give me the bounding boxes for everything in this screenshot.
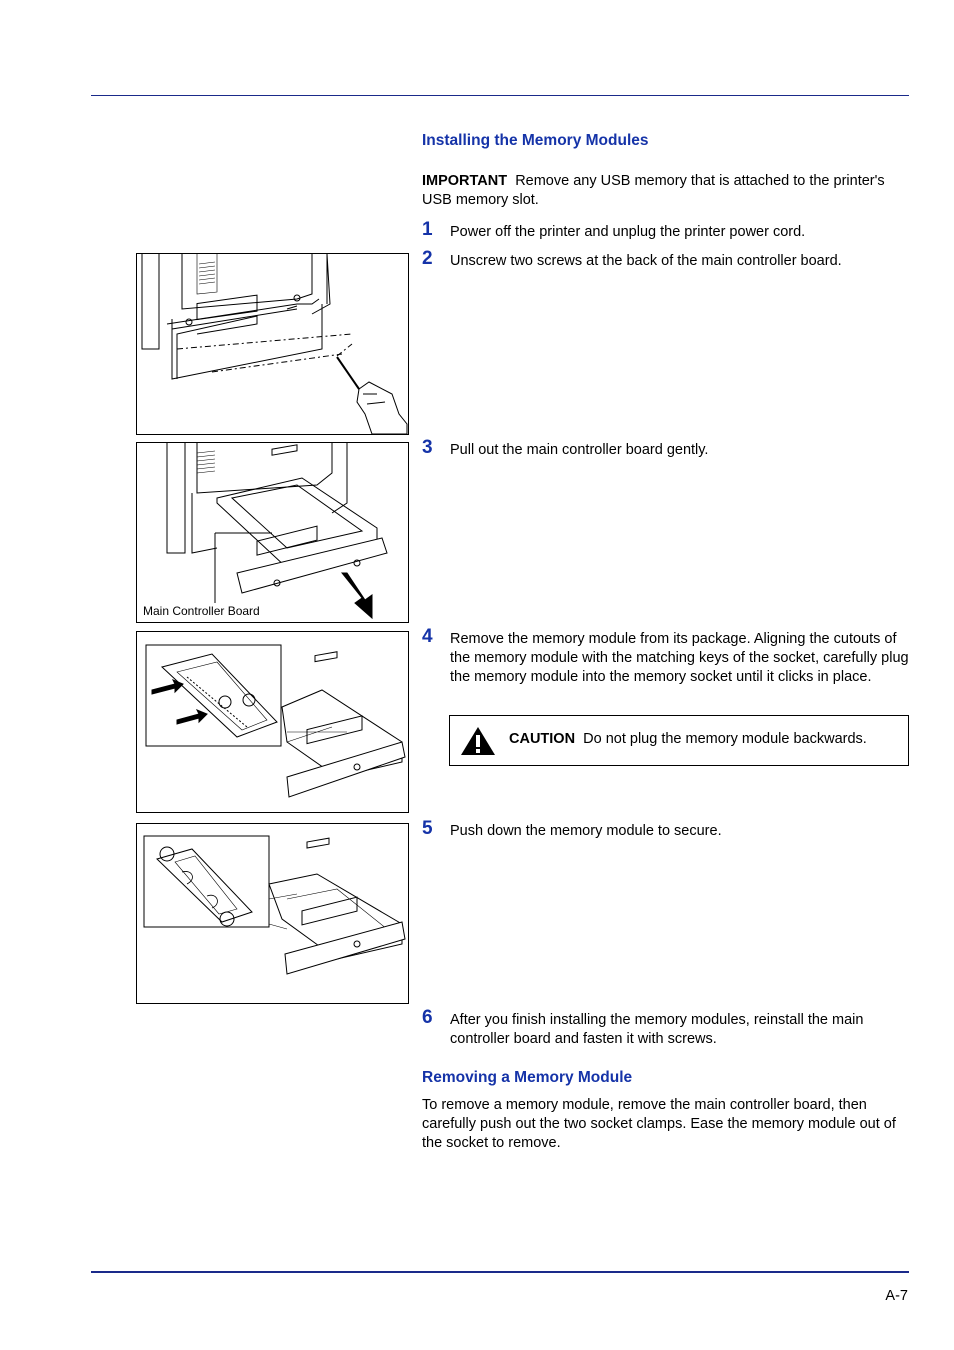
caution-message: Do not plug the memory module backwards. — [583, 731, 867, 747]
step-number: 2 — [422, 248, 433, 269]
figure-label: Main Controller Board — [143, 604, 260, 618]
step-number: 5 — [422, 818, 433, 839]
step-number: 6 — [422, 1007, 433, 1028]
step-text: Pull out the main controller board gently. — [450, 442, 709, 458]
important-label: IMPORTANT — [422, 173, 508, 189]
figure-push-down-module — [136, 823, 409, 1004]
warning-icon — [460, 726, 496, 756]
header-rule — [91, 95, 909, 96]
step-text: Remove the memory module from its package. Aligning the cutouts of the memory module with the matching keys of the socket, carefully plug the memory module into the memory socket until it clicks in place. — [450, 631, 909, 685]
step-number: 4 — [422, 626, 433, 647]
step-text: Unscrew two screws at the back of the main controller board. — [450, 253, 842, 269]
footer-rule — [91, 1271, 909, 1273]
step-number: 3 — [422, 437, 433, 458]
step-text: After you finish installing the memory modules, reinstall the main controller board and fasten it with screws. — [450, 1012, 864, 1047]
caution-text — [509, 731, 867, 747]
figure-unscrew-screws — [136, 253, 409, 435]
figure-insert-module — [136, 631, 409, 813]
removing-paragraph: To remove a memory module, remove the main controller board, then carefully push out the two socket clamps. Ease the memory module out of the socket to remove. — [422, 1097, 896, 1151]
caution-label: CAUTION — [509, 731, 576, 747]
section-heading-installing: Installing the Memory Modules — [422, 132, 649, 149]
important-note — [422, 172, 912, 210]
section-heading-removing: Removing a Memory Module — [422, 1069, 633, 1086]
page-number: A-7 — [885, 1288, 908, 1304]
caution-box — [449, 715, 909, 766]
important-text: Remove any USB memory that is attached to the printer's USB memory slot. — [422, 173, 885, 208]
step-text: Power off the printer and unplug the printer power cord. — [450, 224, 806, 240]
step-text: Push down the memory module to secure. — [450, 823, 722, 839]
figure-pull-out-board — [136, 442, 409, 623]
step-number: 1 — [422, 219, 433, 240]
